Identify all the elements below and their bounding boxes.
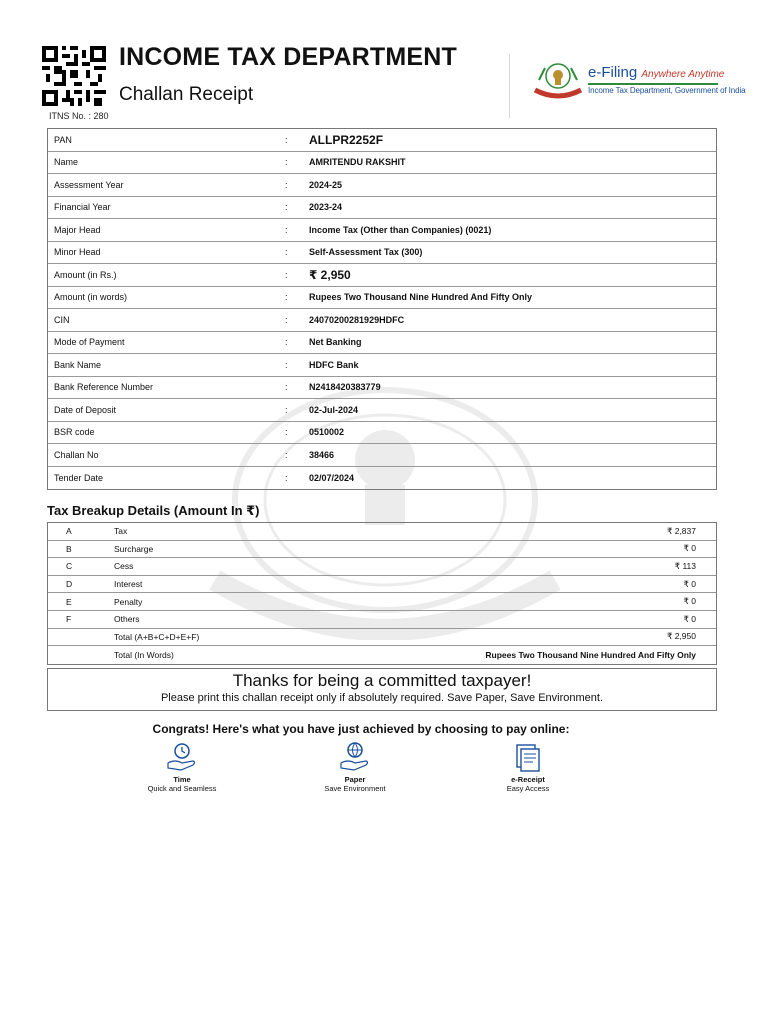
details-label: Name	[54, 157, 79, 168]
details-separator: :	[285, 359, 288, 370]
details-row	[48, 219, 716, 242]
breakup-desc: Tax	[114, 526, 128, 537]
details-label: Date of Deposit	[54, 404, 117, 415]
details-label: Financial Year	[54, 202, 111, 213]
breakup-desc: Penalty	[114, 596, 143, 607]
details-row	[48, 174, 716, 197]
details-label: Bank Reference Number	[54, 382, 154, 393]
benefit-paper	[295, 741, 415, 793]
breakup-code: A	[66, 526, 72, 537]
details-separator: :	[285, 134, 288, 145]
details-row	[48, 287, 716, 310]
details-row	[48, 152, 716, 175]
details-separator: :	[285, 449, 288, 460]
details-value: ALLPR2252F	[309, 132, 384, 147]
tax-breakup-table	[47, 522, 717, 665]
details-value: 0510002	[309, 427, 345, 438]
challan-details-table	[47, 128, 717, 490]
breakup-amount: ₹ 2,837	[666, 525, 696, 536]
breakup-row	[48, 541, 716, 559]
details-value: Self-Assessment Tax (300)	[309, 247, 423, 258]
page-subtitle: Challan Receipt	[119, 84, 254, 105]
details-separator: :	[285, 157, 288, 168]
breakup-desc: Cess	[114, 561, 134, 572]
efiling-brand	[588, 64, 724, 81]
details-separator: :	[285, 247, 288, 258]
details-value: AMRITENDU RAKSHIT	[309, 157, 406, 168]
congrats-heading: Congrats! Here's what you have just achieved by choosing to pay online:	[152, 722, 570, 736]
breakup-code: B	[66, 543, 72, 554]
details-separator: :	[285, 314, 288, 325]
details-separator: :	[285, 472, 288, 483]
details-row	[48, 197, 716, 220]
details-label: Assessment Year	[54, 179, 124, 190]
details-value: HDFC Bank	[309, 359, 359, 370]
efiling-dept: Income Tax Department, Government of India	[588, 86, 746, 95]
details-label: Mode of Payment	[54, 337, 125, 348]
details-value: N2418420383779	[309, 382, 381, 393]
details-value: 02-Jul-2024	[309, 404, 359, 415]
thanks-title: Thanks for being a committed taxpayer!	[232, 671, 532, 690]
details-label: PAN	[54, 134, 72, 145]
benefit-time	[122, 741, 242, 793]
efiling-emblem-icon	[531, 60, 585, 100]
page-title: INCOME TAX DEPARTMENT	[119, 43, 457, 71]
breakup-desc: Total (In Words)	[114, 649, 174, 660]
details-separator: :	[285, 404, 288, 415]
breakup-desc: Interest	[114, 579, 143, 590]
details-row	[48, 332, 716, 355]
details-value: 24070200281929HDFC	[309, 314, 405, 325]
breakup-code: D	[66, 579, 73, 590]
efiling-brand-name: e-Filing	[588, 64, 638, 81]
details-separator: :	[285, 337, 288, 348]
details-value: 02/07/2024	[309, 472, 355, 483]
details-row	[48, 242, 716, 265]
details-label: BSR code	[54, 427, 95, 438]
breakup-desc: Total (A+B+C+D+E+F)	[114, 631, 200, 642]
breakup-code: C	[66, 561, 73, 572]
details-row	[48, 399, 716, 422]
details-row	[48, 129, 716, 152]
details-value: Net Banking	[309, 337, 362, 348]
details-row	[48, 422, 716, 445]
details-row	[48, 309, 716, 332]
details-row	[48, 264, 716, 287]
breakup-row	[48, 523, 716, 541]
breakup-amount: Rupees Two Thousand Nine Hundred And Fifty Only	[485, 649, 696, 660]
details-value: Income Tax (Other than Companies) (0021)	[309, 224, 492, 235]
header-divider	[509, 54, 510, 118]
breakup-row	[48, 576, 716, 594]
benefit-sub: Easy Access	[506, 784, 550, 793]
thanks-box	[47, 668, 717, 711]
details-value: Rupees Two Thousand Nine Hundred And Fifty Only	[309, 292, 533, 303]
globe-hand-icon	[338, 741, 372, 773]
details-separator: :	[285, 427, 288, 438]
details-separator: :	[285, 224, 288, 235]
breakup-desc: Others	[114, 614, 140, 625]
benefit-title: Paper	[344, 775, 366, 784]
details-separator: :	[285, 179, 288, 190]
efiling-tagline: Anywhere Anytime	[641, 69, 725, 80]
details-label: Challan No	[54, 449, 99, 460]
breakup-row	[48, 646, 716, 664]
details-label: Tender Date	[54, 472, 104, 483]
breakup-amount: ₹ 2,950	[666, 631, 696, 642]
breakup-row	[48, 558, 716, 576]
breakup-amount: ₹ 0	[683, 578, 696, 589]
details-label: Amount (in Rs.)	[54, 269, 117, 280]
breakup-desc: Surcharge	[114, 543, 154, 554]
details-label: CIN	[54, 314, 70, 325]
details-label: Minor Head	[54, 247, 101, 258]
receipt-icon	[511, 741, 545, 773]
breakup-row	[48, 593, 716, 611]
details-value: 2024-25	[309, 179, 343, 190]
details-row	[48, 354, 716, 377]
details-label: Major Head	[54, 224, 101, 235]
itns-number: ITNS No. : 280	[49, 111, 109, 121]
breakup-amount: ₹ 0	[683, 543, 696, 554]
details-row	[48, 377, 716, 400]
qr-code	[42, 46, 106, 106]
breakup-row	[48, 629, 716, 647]
details-label: Amount (in words)	[54, 292, 128, 303]
breakup-amount: ₹ 0	[683, 596, 696, 607]
breakup-row	[48, 611, 716, 629]
details-separator: :	[285, 269, 288, 280]
breakup-title: Tax Breakup Details (Amount In ₹)	[47, 503, 260, 518]
breakup-amount: ₹ 113	[674, 560, 696, 571]
details-separator: :	[285, 292, 288, 303]
details-value: ₹ 2,950	[309, 267, 351, 282]
details-separator: :	[285, 382, 288, 393]
benefit-title: e-Receipt	[511, 775, 545, 784]
efiling-underline	[588, 83, 718, 85]
clock-hand-icon	[165, 741, 199, 773]
breakup-code: E	[66, 596, 72, 607]
benefit-sub: Save Environment	[324, 784, 386, 793]
breakup-amount: ₹ 0	[683, 613, 696, 624]
details-value: 2023-24	[309, 202, 343, 213]
benefit-ereceipt	[468, 741, 588, 793]
details-separator: :	[285, 202, 288, 213]
details-label: Bank Name	[54, 359, 102, 370]
benefit-sub: Quick and Seamless	[147, 784, 217, 793]
breakup-code: F	[66, 614, 72, 625]
thanks-note: Please print this challan receipt only if absolutely required. Save Paper, Save Environment.	[160, 692, 604, 704]
details-value: 38466	[309, 449, 335, 460]
details-row	[48, 467, 716, 490]
details-row	[48, 444, 716, 467]
benefit-title: Time	[173, 775, 191, 784]
